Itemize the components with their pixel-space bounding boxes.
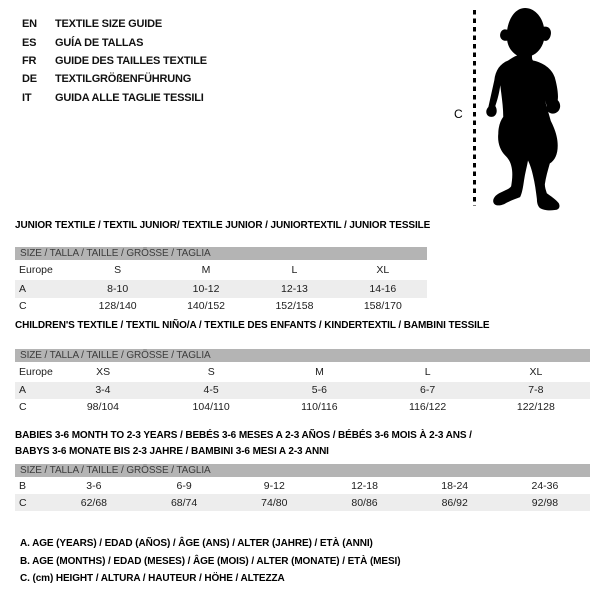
- language-code: EN: [22, 18, 37, 31]
- childrens-textile-table: [15, 318, 590, 415]
- table-cell: 128/140: [98, 300, 137, 313]
- footnote-line: A. AGE (YEARS) / EDAD (AÑOS) / ÂGE (ANS) / ALTER (JAHRE) / ETÀ (ANNI): [20, 538, 373, 549]
- table-cell: 140/152: [187, 300, 226, 313]
- table-cell: L: [291, 264, 298, 276]
- table-row-europe: [15, 362, 590, 382]
- table-cell: 12-13: [281, 282, 308, 295]
- table-cell: S: [114, 264, 122, 276]
- table-cell: 122/128: [516, 400, 555, 413]
- table-cell: 6-9: [176, 479, 192, 492]
- table-cell: XL: [376, 264, 390, 276]
- table-cell: 104/110: [192, 400, 230, 413]
- table-cell: 14-16: [369, 282, 397, 295]
- table-cell: 6-7: [420, 384, 436, 397]
- table-row-europe: [15, 260, 427, 280]
- table-title: BABIES 3-6 MONTH TO 2-3 YEARS / BEBÉS 3-6 MESES A 2-3 AÑOS / BÉBÉS 3-6 MOIS À 2-3 ANS /: [15, 430, 472, 441]
- table-title: BABYS 3-6 MONATE BIS 2-3 JAHRE / BAMBINI 3-6 MESI A 2-3 ANNI: [15, 446, 329, 457]
- language-code: DE: [22, 73, 37, 86]
- table-cell: 86/92: [441, 496, 468, 509]
- language-row-en: [22, 15, 207, 33]
- table-cell: 74/80: [261, 496, 288, 509]
- language-row-fr: [22, 52, 207, 70]
- table-cell: 62/68: [80, 496, 108, 509]
- table-row-b: [15, 477, 590, 494]
- language-title-text: TEXTILGRÖßENFÜHRUNG: [55, 73, 192, 86]
- height-measure-dashed-line: [473, 10, 476, 206]
- table-cell: 3-4: [95, 384, 111, 397]
- table-cell: 110/116: [301, 400, 338, 413]
- row-label: C: [19, 496, 27, 509]
- table-cell: 158/170: [363, 300, 402, 313]
- footnote-line: C. (cm) HEIGHT / ALTURA / HAUTEUR / HÖHE / ALTEZZA: [20, 573, 285, 584]
- table-cell: XL: [529, 366, 543, 378]
- language-title-text: GUIDA ALLE TAGLIE TESSILI: [55, 91, 204, 104]
- table-cell: 24-36: [531, 479, 559, 492]
- language-title-text: GUÍA DE TALLAS: [55, 36, 144, 49]
- table-cell: 80/86: [351, 496, 378, 509]
- language-title-block: [22, 15, 207, 107]
- row-label: Europe: [19, 366, 53, 378]
- table-cell: L: [424, 366, 431, 378]
- table-row-c: [15, 399, 590, 416]
- table-title: CHILDREN'S TEXTILE / TEXTIL NIÑO/A / TEXTILE DES ENFANTS / KINDERTEXTIL / BAMBINI TESSILE: [15, 320, 490, 331]
- table-cell: 10-12: [192, 282, 220, 295]
- table-cell: 68/74: [170, 496, 198, 509]
- table-row-a: [15, 280, 427, 298]
- table-cell: 12-18: [351, 479, 378, 492]
- size-header-band: SIZE / TALLA / TAILLE / GRÖSSE / TAGLIA: [15, 247, 427, 260]
- table-cell: 152/158: [275, 300, 314, 313]
- table-cell: 4-5: [203, 384, 219, 397]
- height-measure-label: C: [454, 107, 463, 121]
- row-label: Europe: [19, 264, 53, 276]
- language-title-text: GUIDE DES TAILLES TEXTILE: [55, 54, 207, 67]
- table-cell: 5-6: [311, 384, 327, 397]
- table-cell: 92/98: [531, 496, 559, 509]
- table-cell: 116/122: [409, 400, 447, 413]
- row-label: A: [19, 384, 27, 397]
- babies-textile-table: [15, 428, 590, 511]
- size-header-band: SIZE / TALLA / TAILLE / GRÖSSE / TAGLIA: [15, 464, 590, 477]
- table-cell: 18-24: [441, 479, 469, 492]
- table-cell: 8-10: [107, 282, 129, 295]
- language-row-de: [22, 70, 207, 88]
- table-cell: 9-12: [263, 479, 285, 492]
- table-cell: 3-6: [86, 479, 102, 492]
- language-row-es: [22, 33, 207, 51]
- table-title: JUNIOR TEXTILE / TEXTIL JUNIOR/ TEXTILE JUNIOR / JUNIORTEXTIL / JUNIOR TESSILE: [15, 220, 431, 231]
- language-row-it: [22, 89, 207, 107]
- table-cell: M: [201, 264, 211, 276]
- row-label: C: [19, 300, 27, 313]
- language-title-text: TEXTILE SIZE GUIDE: [55, 18, 163, 31]
- size-header-band: SIZE / TALLA / TAILLE / GRÖSSE / TAGLIA: [15, 349, 590, 362]
- language-code: ES: [22, 36, 37, 49]
- language-code: IT: [22, 91, 32, 104]
- table-cell: S: [207, 366, 215, 378]
- table-cell: 7-8: [528, 384, 544, 397]
- baby-silhouette-icon: [482, 5, 574, 213]
- footnote-line: B. AGE (MONTHS) / EDAD (MESES) / ÂGE (MOIS) / ALTER (MONATE) / ETÀ (MESI): [20, 555, 401, 567]
- row-label: B: [19, 479, 27, 492]
- table-row-a: [15, 382, 590, 399]
- row-label: C: [19, 400, 27, 413]
- row-label: A: [19, 282, 27, 295]
- table-cell: 98/104: [86, 400, 119, 413]
- table-row-c: [15, 494, 590, 511]
- table-cell: XS: [96, 366, 111, 378]
- table-cell: M: [315, 366, 324, 378]
- junior-textile-table: [15, 218, 431, 315]
- table-row-c: [15, 298, 427, 316]
- language-code: FR: [22, 54, 37, 67]
- footnote-legend: [20, 535, 400, 588]
